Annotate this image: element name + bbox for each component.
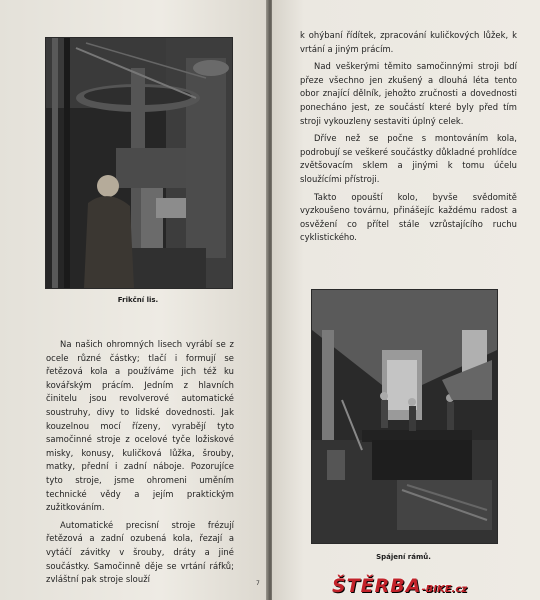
right-continued-text: k ohýbaní řídítek, zpracování kuličkových lůžek, k vrtání a jiným prácím.: [300, 30, 517, 54]
frame-soldering-photo: [311, 289, 498, 544]
right-page: [272, 0, 540, 600]
left-page: [0, 0, 268, 600]
watermark-logo: [332, 575, 467, 597]
friction-press-image: [46, 38, 232, 288]
watermark-text: ŠTĚRBA: [332, 575, 422, 597]
page-number: 7: [256, 580, 260, 587]
frame-soldering-caption: Spájení rámů.: [376, 553, 431, 561]
right-paragraph: Takto opouští kolo, byvše svědomitě vyzkoušeno továrnu, přinášejíc každému radost a osvěžení co přítel stále vzrůstajícího ruchu cyklistického.: [300, 191, 517, 243]
workshop-image: [312, 290, 497, 543]
right-body-text: [300, 29, 517, 249]
left-body-text: [46, 338, 234, 591]
left-paragraph: Automatické precisní stroje frézují řetězová a zadní ozubená kola, řezají a vytáčí závitky v šrouby, dráty a jiné součástky. Samočinně děje se vrtání ráfků; zvláštní pak stroje slouží: [46, 519, 234, 585]
right-paragraph: Nad veškerými těmito samočinnými stroji bdí přeze všechno jen zkušený a dlouhá léta tento obor znající dělník, jehožto zručnosti a dovednosti ponecháno jest, ze součástí které byly před tím stroji vykouzleny sestaviti úplný celek.: [300, 61, 517, 126]
right-paragraph: Dříve než se počne s montováním kola, podrobují se veškeré součástky důkladné prohlídce zvětšovacím sklem a jinými k tomu účelu sloužícími přístroji.: [300, 133, 517, 184]
left-paragraph: Na našich ohromných lisech vyrábí se z ocele různé částky; tlačí i formují se řetězová kola a používáme jich též ku kovářským prácím. Jedním z hlavních činitelu jsou revolverové automatické soustruhy, divy to lidské dovednosti. Jak kouzelnou mocí řízeny, vyrabějí tyto samočinné stroje z ocelové tyče ložiskové misky, konusy, kuličková lůžka, šrouby, matky, přední i zadní náboje. Pozorujíce tyto stroje, jsme ohromeni uměním technické vědy a jejím praktickým zužitkováním.: [46, 339, 234, 513]
friction-press-caption: Frikční lis.: [117, 296, 159, 304]
watermark-suffix: -BIKE.cz: [421, 584, 468, 595]
friction-press-photo: [45, 37, 233, 289]
